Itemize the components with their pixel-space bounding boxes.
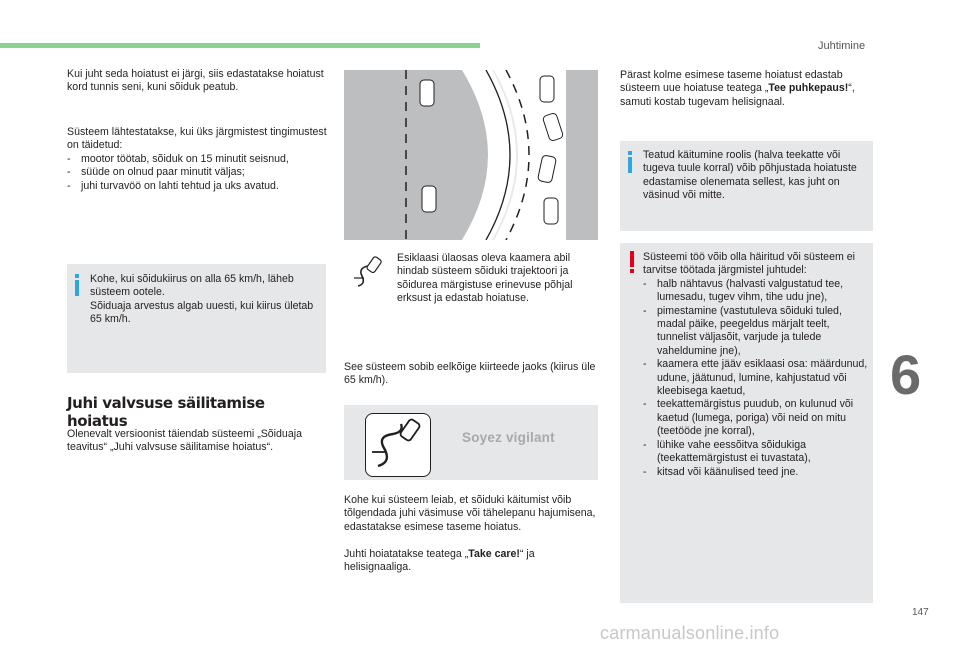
page-number: 147: [912, 607, 929, 618]
list-item: - halb nähtavus (halvasti valgustatud tee, lumesadu, tugev vihm, tihe udu jne),: [643, 278, 869, 305]
warning-intro: Süsteemi töö võib olla häiritud või süsteem ei tarvitse töötada järgmistel juhtudel:: [643, 251, 855, 277]
chapter-number: 6: [890, 343, 922, 406]
reset-list: [67, 153, 329, 193]
col3-paragraph-1: Pärast kolme esimese taseme hoiatust edastab süsteem uue hoiatuse teatega „Tee puhkepaus!“, samuti kostab tugevam helisignaal.: [620, 69, 855, 108]
camera-description: Esiklaasi ülaosas oleva kaamera abil hindab süsteem sõiduki trajektoori ja sõidurea märgistuse erinevuse põhjal erksust ja edastab hoiatuse.: [397, 252, 573, 305]
reset-conditions: [67, 126, 329, 193]
info-behavior-text: Teatud käitumine roolis (halva teekatte või tugeva tuule korral) võib põhjustada hoiatuste edastamise olenemata sellest, kas juht on väsinud või mitte.: [643, 149, 857, 202]
info-line-2: Sõiduaja arvestus algab uuesti, kui kiirus ületab 65 km/h.: [90, 299, 314, 326]
take-break-message: Tee puhkepaus!: [768, 82, 849, 95]
col1-paragraph-3: Olenevalt versioonist täiendab süsteemi „Sõiduaja teavitus“ „Juhi valvsuse säilitamise hoiatus“.: [67, 428, 302, 454]
lane-drift-svg: [344, 70, 598, 240]
section-title: Juhtimine: [818, 40, 866, 52]
info-icon: [75, 274, 79, 296]
col2-paragraph-2: Kohe kui süsteem leiab, et sõiduki käitumist võib tõlgendada juhi väsimuse või tähelepanu hajumisena, edastatakse esimese taseme hoiatus.: [344, 494, 596, 533]
display-message-panel: [344, 405, 598, 480]
list-item: - süüde on olnud paar minutit väljas;: [67, 166, 329, 179]
section-heading: Juhi valvsuse säilitamise hoiatus: [67, 394, 265, 430]
list-item: - lühike vahe eessõitva sõidukiga (teekattemärgistust ei tuvastata),: [643, 439, 869, 466]
list-item: - teekattemärgistus puudub, on kulunud või kaetud (lumega, poriga) või neid on mitu (teetööde jne korral),: [643, 398, 869, 438]
col1-paragraph-1: Kui juht seda hoiatust ei järgi, siis edastatakse hoiatust kord tunnis seni, kuni sõiduk peatub.: [67, 68, 324, 94]
info-icon: [628, 151, 632, 173]
col2-paragraph-3: Juhti hoiatatakse teatega „Take care!“ ja helisignaaliga.: [344, 548, 535, 574]
info-box-behavior: [620, 141, 873, 231]
list-item: - pimestamine (vastutuleva sõiduki tuled, madal päike, peegeldus märjalt teelt, tunnelist väljasõit, varjude ja tulede vaheldumine jne),: [643, 305, 869, 359]
warning-box: [620, 243, 873, 603]
alert-pictogram: [365, 413, 431, 477]
list-item: - kitsad või käänulised teed jne.: [643, 466, 869, 479]
warning-icon: [630, 251, 634, 273]
col2-paragraph-1: See süsteem sobib eelkõige kiirteede jaoks (kiirus üle 65 km/h).: [344, 361, 596, 387]
warning-list: [643, 278, 869, 479]
info-box-speed: [67, 264, 326, 373]
take-care-message: Take care!: [468, 548, 520, 560]
info-line-1: Kohe, kui sõidukiirus on alla 65 km/h, läheb süsteem ootele.: [90, 273, 294, 299]
display-message-text: Soyez vigilant: [462, 430, 555, 445]
list-item: - kaamera ette jääv esiklaasi osa: määrdunud, udune, jäätunud, lumine, kahjustatud või kleebisega kaetud,: [643, 358, 869, 398]
lane-drift-illustration: [344, 70, 598, 240]
list-item: - juhi turvavöö on lahti tehtud ja uks avatud.: [67, 180, 329, 193]
list-item: - mootor töötab, sõiduk on 15 minutit seisnud,: [67, 153, 329, 166]
header-accent-bar: [0, 43, 480, 48]
watermark: carmanualsonline.info: [600, 623, 780, 643]
drowsy-driving-icon: [352, 254, 386, 292]
reset-intro: Süsteem lähtestatakse, kui üks järgmistest tingimustest on täidetud:: [67, 126, 327, 152]
drowsy-alert-icon: [366, 414, 430, 476]
